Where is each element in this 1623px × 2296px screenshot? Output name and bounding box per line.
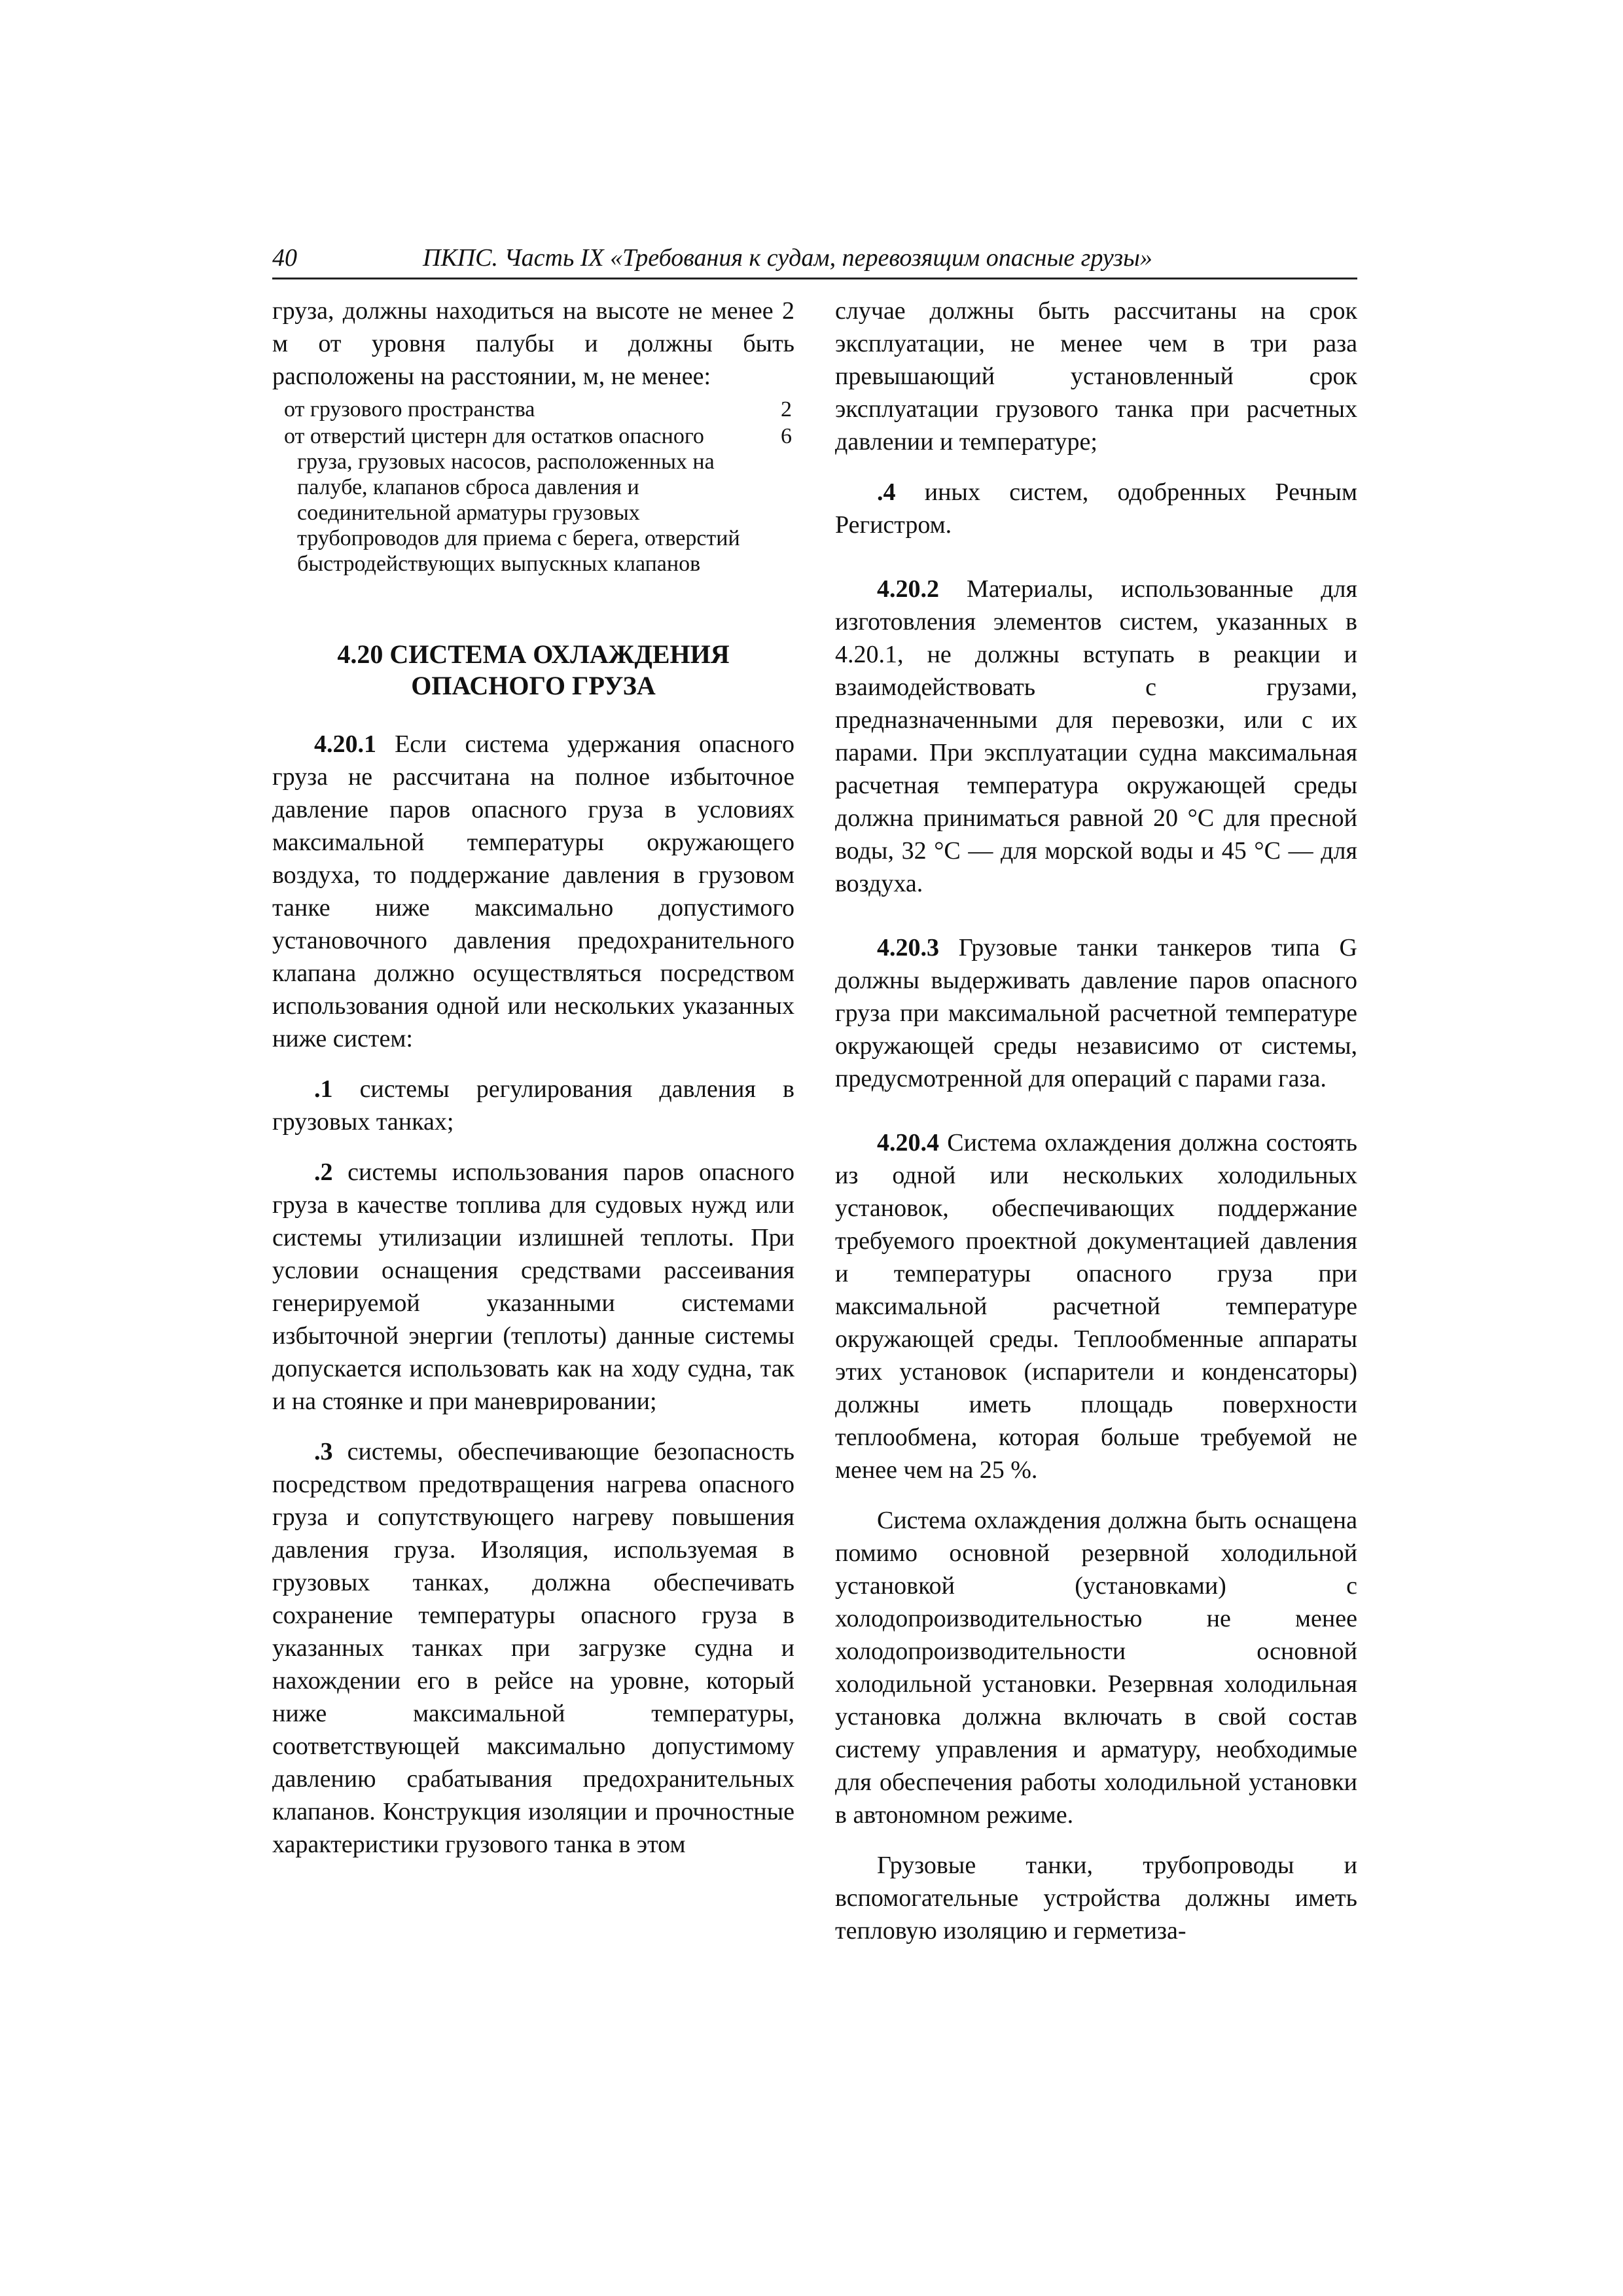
intro-paragraph: груза, должны находиться на высоте не менее 2 м от уровня палубы и должны быть расположены на расстоянии, м, не менее: <box>272 297 794 390</box>
distance-label: от грузового пространства <box>284 397 535 422</box>
list-item-2 <box>272 1156 794 1418</box>
paragraph-reserve-unit: Система охлаждения должна быть оснащена помимо основной резервной холодильной установкой (установками) с холодопроизводительностью не менее холодопроизводительности основной холодильной установки. Резервная холодильная установка должна включать в свой состав систему управления и арматуру, необходимые для обеспечения работы холодильной установки в автономном режиме. <box>835 1507 1357 1829</box>
list-item-4 <box>835 476 1357 541</box>
paragraph-4-20-1 <box>272 728 794 1055</box>
item-text: иных систем, одобренных Речным Регистром. <box>835 478 1357 539</box>
item-number: .4 <box>877 478 896 506</box>
distance-row <box>272 397 794 422</box>
item-number: .1 <box>314 1075 333 1103</box>
item-text: системы, обеспечивающие безопасность посредством предотвращения нагрева опасного груза и сопутствующего нагреву повышения давления груза. Изоляция, используемая в грузовых танках, должна обеспечивать сохранение температуры опасного груза в указанных танках при загрузке судна и нахождении его в рейсе на уровне, который ниже максимальной температуры, соответствующей максимально допустимому давлению срабатывания предохранительных клапанов. Конструкция изоляции и прочностные характеристики грузового танка в этом <box>272 1438 794 1858</box>
distance-label: от отверстий цистерн для остатков опасного груза, грузовых насосов, расположенных на палубе, клапанов сброса давления и соединительной арматуры грузовых трубопроводов для приема с берега, отверстий быстродействующих выпускных клапанов <box>284 424 740 576</box>
running-title: ПКПС. Часть IX «Требования к судам, перевозящим опасные грузы» <box>423 244 1152 272</box>
distance-value: 6 <box>781 424 792 448</box>
paragraph-text: Грузовые танки танкеров типа G должны выдерживать давление паров опасного груза при максимальной расчетной температуре окружающей среды независимо от системы, предусмотренной для операций с парами газа. <box>835 934 1357 1092</box>
paragraph-text: Материалы, использованные для изготовления элементов систем, указанных в 4.20.1, не должны вступать в реакции и взаимодействовать с грузами, предназначенными для перевозки, или с их парами. При эксплуатации судна максимальная расчетная температура окружающей среды должна приниматься равной 20 °С для пресной воды, 32 °С — для морской воды и 45 °С — для воздуха. <box>835 575 1357 897</box>
paragraph-text: Система охлаждения должна состоять из одной или нескольких холодильных установок, обеспечивающих поддержание требуемого проектной документацией давления и температуры опасного груза при максимальной расчетной температуре окружающей среды. Теплообменные аппараты этих установок (испарители и конденсаторы) должны иметь площадь поверхности теплообмена, которая больше требуемой не менее чем на 25 %. <box>835 1129 1357 1484</box>
clause-number: 4.20.4 <box>877 1129 939 1157</box>
page-header <box>272 243 1357 279</box>
distance-value: 2 <box>781 397 792 422</box>
list-item-1 <box>272 1073 794 1138</box>
item-text: системы использования паров опасного груза в качестве топлива для судовых нужд или системы утилизации излишней теплоты. При условии оснащения средствами рассеивания генерируемой указанными системами избыточной энергии (теплоты) данные системы допускается использовать как на ходу судна, так и на стоянке и при маневрировании; <box>272 1158 794 1415</box>
continuation-paragraph: случае должны быть рассчитаны на срок эксплуатации, не менее чем в три раза превышающий установленный срок эксплуатации грузового танка при расчетных давлении и температуре; <box>835 297 1357 456</box>
clause-number: 4.20.3 <box>877 934 939 961</box>
paragraph-4-20-3 <box>835 931 1357 1095</box>
paragraph-4-20-2 <box>835 573 1357 900</box>
item-number: .3 <box>314 1438 333 1465</box>
right-column <box>835 295 1357 1947</box>
paragraph-text: Если система удержания опасного груза не рассчитана на полное избыточное давление паров опасного груза в условиях максимальной температуры окружающего воздуха, то поддержание давления в грузовом танке ниже максимально допустимого установочного давления предохранительного клапана должно осуществляться посредством использования одной или нескольких указанных ниже систем: <box>272 730 794 1052</box>
section-heading: 4.20 СИСТЕМА ОХЛАЖДЕНИЯ ОПАСНОГО ГРУЗА <box>337 639 730 700</box>
distance-list <box>272 397 794 577</box>
paragraph-insulation: Грузовые танки, трубопроводы и вспомогательные устройства должны иметь тепловую изоляцию и герметиза- <box>835 1852 1357 1945</box>
paragraph-4-20-4 <box>835 1126 1357 1486</box>
clause-number: 4.20.1 <box>314 730 376 758</box>
clause-number: 4.20.2 <box>877 575 939 603</box>
item-text: системы регулирования давления в грузовых танках; <box>272 1075 794 1136</box>
left-column <box>272 295 794 1861</box>
distance-row <box>272 423 794 577</box>
page-number: 40 <box>272 244 297 272</box>
list-item-3 <box>272 1435 794 1861</box>
item-number: .2 <box>314 1158 333 1186</box>
